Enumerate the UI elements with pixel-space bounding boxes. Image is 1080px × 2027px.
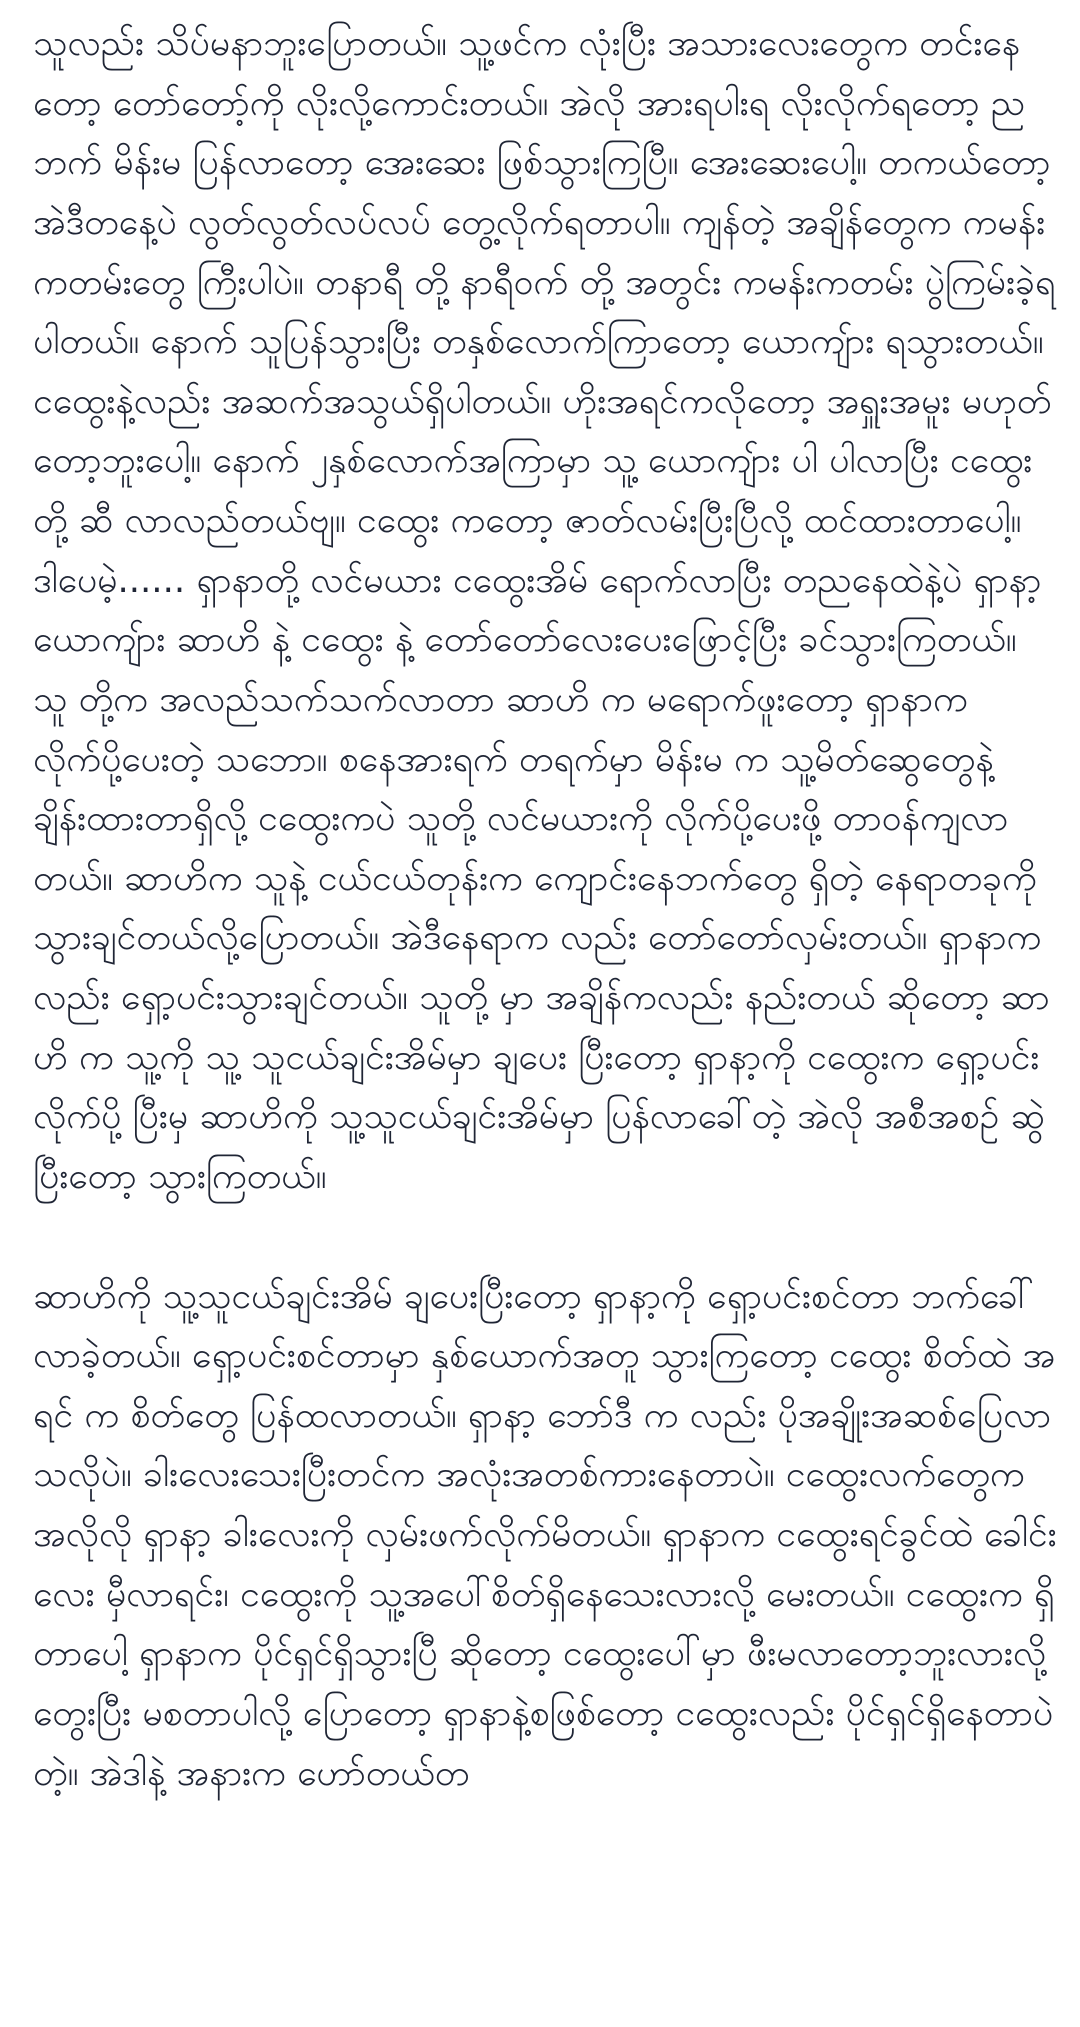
article-paragraph-2: ဆာဟိကို သူ့သူငယ်ချင်းအိမ် ချပေးပြီးတော့ ရှာနာ့ကို ရှော့ပင်းစင်တာ ဘက်ခေါ်လာခဲ့တယ်။ ရှော့ပင်းစင်တာမှာ နှစ်ယောက်အတူ သွားကြတော့ ငထွေး စိတ်ထဲ အရင် က စိတ်တွေ ပြန်ထလာတယ်။ ရှာနာ့ ဘော်ဒီ က လည်း ပိုအချိုးအဆစ်ပြေလာသလိုပဲ။ ခါးလေးသေးပြီးတင်က အလုံးအတစ်ကားနေတာပဲ။ ငထွေးလက်တွေက အလိုလို ရှာနာ့ ခါးလေးကို လှမ်းဖက်လိုက်မိတယ်။ ရှာနာက ငထွေးရင်ခွင်ထဲ ခေါင်းလေး မှီလာရင်း၊ ငထွေးကို သူ့အပေါ်စိတ်ရှိနေသေးလားလို့ မေးတယ်။ ငထွေးက ရှိတာပေါ့ ရှာနာက ပိုင်ရှင်ရှိသွားပြီ ဆိုတော့ ငထွေးပေါ်မှာ ဖီးမလာတော့ဘူးလားလို့ တွေးပြီး မစတာပါလို့ ပြောတော့ ရှာနာနဲ့စဖြစ်တော့ ငထွေးလည်း ပိုင်ရှင်ရှိနေတာပဲတဲ့။ အဲဒါနဲ့ အနားက ဟော်တယ်တ	[33, 1275, 1057, 1794]
paragraph-spacer	[33, 1207, 1057, 1267]
article-paragraph-1: သူလည်း သိပ်မနာဘူးပြောတယ်။ သူ့ဖင်က လုံးပြီး အသားလေးတွေက တင်းနေတော့ တော်တော့်ကို လိုးလို့ကောင်းတယ်။ အဲလို အားရပါးရ လိုးလိုက်ရတော့ ညဘက် မိန်းမ ပြန်လာတော့ အေးဆေး ဖြစ်သွားကြပြီ။ အေးဆေးပေါ့။ တကယ်တော့ အဲဒီတနေ့ပဲ လွတ်လွတ်လပ်လပ် တွေ့လိုက်ရတာပါ။ ကျန်တဲ့ အချိန်တွေက ကမန်းကတမ်းတွေ ကြီးပါပဲ။ တနာရီ တို့ နာရီဝက် တို့ အတွင်း ကမန်းကတမ်း ပွဲကြမ်းခဲ့ရပါတယ်။ နောက် သူပြန်သွားပြီး တနှစ်လောက်ကြာတော့ ယောကျ်ား ရသွားတယ်။ ငထွေးနဲ့လည်း အဆက်အသွယ်ရှိပါတယ်။ ဟိုးအရင်ကလိုတော့ အရှူးအမူး မဟုတ်တော့ဘူးပေါ့။ နောက် ၂နှစ်လောက်အကြာမှာ သူ့ ယောကျ်ား ပါ ပါလာပြီး ငထွေးတို့ ဆီ လာလည်တယ်ဗျ။ ငထွေး ကတော့ ဇာတ်လမ်းပြီးပြီလို့ ထင်ထားတာပေါ့။ ဒါပေမဲ့...... ရှာနာတို့ လင်မယား ငထွေးအိမ် ရောက်လာပြီး တညနေထဲနဲ့ပဲ ရှာနာ့ ယောကျ်ား ဆာဟိ နဲ့ ငထွေး နဲ့ တော်တော်လေးပေးဖြောင့်ပြီး ခင်သွားကြတယ်။ သူ တို့က အလည်သက်သက်လာတာ ဆာဟိ က မရောက်ဖူးတော့ ရှာနာက လိုက်ပို့ပေးတဲ့ သဘော။ စနေအားရက် တရက်မှာ မိန်းမ က သူ့မိတ်ဆွေတွေနဲ့ ချိန်းထားတာရှိလို့ ငထွေးကပဲ သူတို့ လင်မယားကို လိုက်ပို့ပေးဖို့ တာဝန်ကျလာတယ်။ ဆာဟိက သူနဲ့ ငယ်ငယ်တုန်းက ကျောင်းနေဘက်တွေ ရှိတဲ့ နေရာတခုကို သွားချင်တယ်လို့ပြောတယ်။ အဲဒီနေရာက လည်း တော်တော်လှမ်းတယ်။ ရှာနာက လည်း ရှော့ပင်းသွားချင်တယ်။ သူတို့ မှာ အချိန်ကလည်း နည်းတယ် ဆိုတော့ ဆာဟိ က သူ့ကို သူ့ သူငယ်ချင်းအိမ်မှာ ချပေး ပြီးတော့ ရှာနာ့ကို ငထွေးက ရှော့ပင်းလိုက်ပို့ ပြီးမှ ဆာဟိကို သူ့သူငယ်ချင်းအိမ်မှာ ပြန်လာခေါ်တဲ့ အဲလို အစီအစဉ် ဆွဲပြီးတော့ သွားကြတယ်။	[33, 23, 1056, 1197]
article-body	[33, 14, 1057, 1803]
